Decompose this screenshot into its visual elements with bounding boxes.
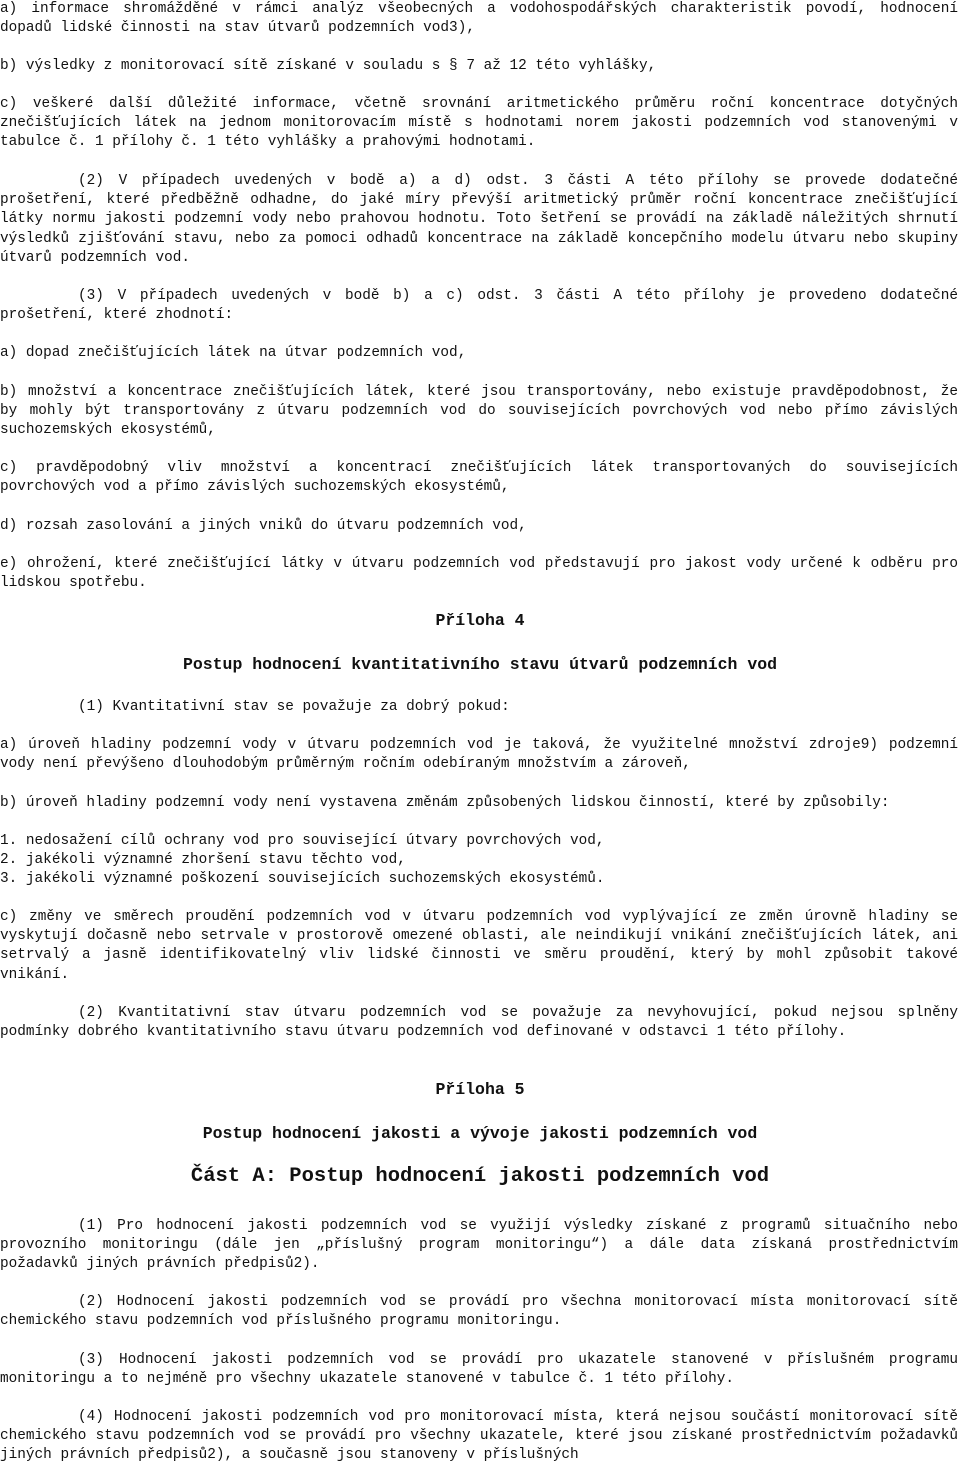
item-3a: a) dopad znečišťujících látek na útvar podzemních vod, [0, 345, 467, 361]
quantitative-paragraph-2: (2) Kvantitativní stav útvaru podzemních vod se považuje za nevyhovující, pokud nejsou splněny podmínky dobrého kvantitativního stavu útvaru podzemních vod definované v odstavci 1 této přílohy. [0, 1005, 958, 1041]
paragraph-2-additional-investigation: (2) V případech uvedených v bodě a) a d) odst. 3 části A této přílohy se provede dodatečné prošetření, které předběžně odhadne, do jaké míry převýší aritmetický průměr roční koncentrace znečišťující látky normu jakosti podzemní vody nebo prahovou hodnotu. Toto šetření se provádí na základě náležitých shrnutí výsledků zjišťování stavu, nebo za pomoci odhadů koncentrace na základě koncepčního modelu útvaru nebo skupiny útvarů podzemních vod. [0, 173, 958, 266]
quantitative-item-1c: c) změny ve směrech proudění podzemních vod v útvaru podzemních vod vyplývající ze změn úrovně hladiny se vyskytují dočasně nebo setrvale v prostorově omezené oblasti, ale neindikují vnikání znečišťujících látek, ani setrvalý a jasně identifikovatelný vliv lidské činnosti ve směru proudění, který by mohl způsobit takové vnikání. [0, 909, 958, 983]
quantitative-item-1b-2: 2. jakékoli významné zhoršení stavu těchto vod, [0, 852, 406, 868]
part-a-heading: Část A: Postup hodnocení jakosti podzemních vod [190, 1165, 770, 1188]
paragraph-c-other-information: c) veškeré další důležité informace, včetně srovnání aritmetického průměru roční koncentrace dotyčných znečišťujících látek na jednom monitorovacím místě s hodnotami norem jakosti podzemních vod stanovenými v tabulce č. 1 přílohy č. 1 této vyhlášky a prahovými hodnotami. [0, 96, 958, 151]
quality-paragraph-1: (1) Pro hodnocení jakosti podzemních vod se využijí výsledky získané z programů situačního nebo provozního monitoringu (dále jen „příslušný program monitoringu“) a dále data získaná prostřednictvím požadavků jiných právních předpisů2). [0, 1218, 958, 1273]
quality-paragraph-3: (3) Hodnocení jakosti podzemních vod se provádí pro ukazatele stanovené v příslušném programu monitoringu a to nejméně pro všechny ukazatele stanovené v tabulce č. 1 této přílohy. [0, 1352, 958, 1388]
annex-4-title: Postup hodnocení kvantitativního stavu útvarů podzemních vod [182, 655, 778, 674]
quantitative-item-1b-1: 1. nedosažení cílů ochrany vod pro související útvary povrchových vod, [0, 833, 605, 849]
item-3e: e) ohrožení, které znečišťující látky v útvaru podzemních vod představují pro jakost vody určené k odběru pro lidskou spotřebu. [0, 556, 958, 592]
quantitative-item-1b-3: 3. jakékoli významné poškození souvisejících suchozemských ekosystémů. [0, 871, 605, 887]
quantitative-paragraph-1: (1) Kvantitativní stav se považuje za dobrý pokud: [78, 699, 510, 715]
item-3c: c) pravděpodobný vliv množství a koncentrací znečišťujících látek transportovaných do souvisejících povrchových vod a přímo závislých suchozemských ekosystémů, [0, 460, 958, 496]
annex-4-heading: Příloha 4 [435, 611, 525, 630]
paragraph-b-monitoring-results: b) výsledky z monitorovací sítě získané v souladu s § 7 až 12 této vyhlášky, [0, 58, 657, 74]
quantitative-item-1a: a) úroveň hladiny podzemní vody v útvaru podzemních vod je taková, že využitelné množství zdroje9) podzemní vody není převýšeno dlouhodobým průměrným ročním odebíraným množstvím a zároveň, [0, 737, 958, 773]
paragraph-3-additional-investigation: (3) V případech uvedených v bodě b) a c) odst. 3 části A této přílohy je provedeno dodatečné prošetření, které zhodnotí: [0, 288, 958, 324]
annex-5-title: Postup hodnocení jakosti a vývoje jakosti podzemních vod [202, 1124, 758, 1143]
paragraph-a-information: a) informace shromážděné v rámci analýz všeobecných a vodohospodářských charakteristik povodí, hodnocení dopadů lidské činnosti na stav útvarů podzemních vod3), [0, 1, 958, 37]
quality-paragraph-4: (4) Hodnocení jakosti podzemních vod pro monitorovací místa, která nejsou součástí monitorovací sítě chemického stavu podzemních vod se provádí pro všechny ukazatele, které jsou získané prostřednictvím požadavků jiných právních předpisů2), a současně jsou stanoveny v příslušných [0, 1409, 958, 1464]
item-3d: d) rozsah zasolování a jiných vniků do útvaru podzemních vod, [0, 518, 527, 534]
item-3b: b) množství a koncentrace znečišťujících látek, které jsou transportovány, nebo existuje pravděpodobnost, že by mohly být transportovány z útvaru podzemních vod do souvisejících povrchových vod nebo přímo závislých suchozemských ekosystémů, [0, 384, 958, 439]
annex-5-heading: Příloha 5 [435, 1080, 525, 1099]
quality-paragraph-2: (2) Hodnocení jakosti podzemních vod se provádí pro všechna monitorovací místa monitorovací sítě chemického stavu podzemních vod příslušného programu monitoringu. [0, 1294, 958, 1330]
quantitative-item-1b: b) úroveň hladiny podzemní vody není vystavena změnám způsobených lidskou činností, které by způsobily: [0, 795, 890, 811]
